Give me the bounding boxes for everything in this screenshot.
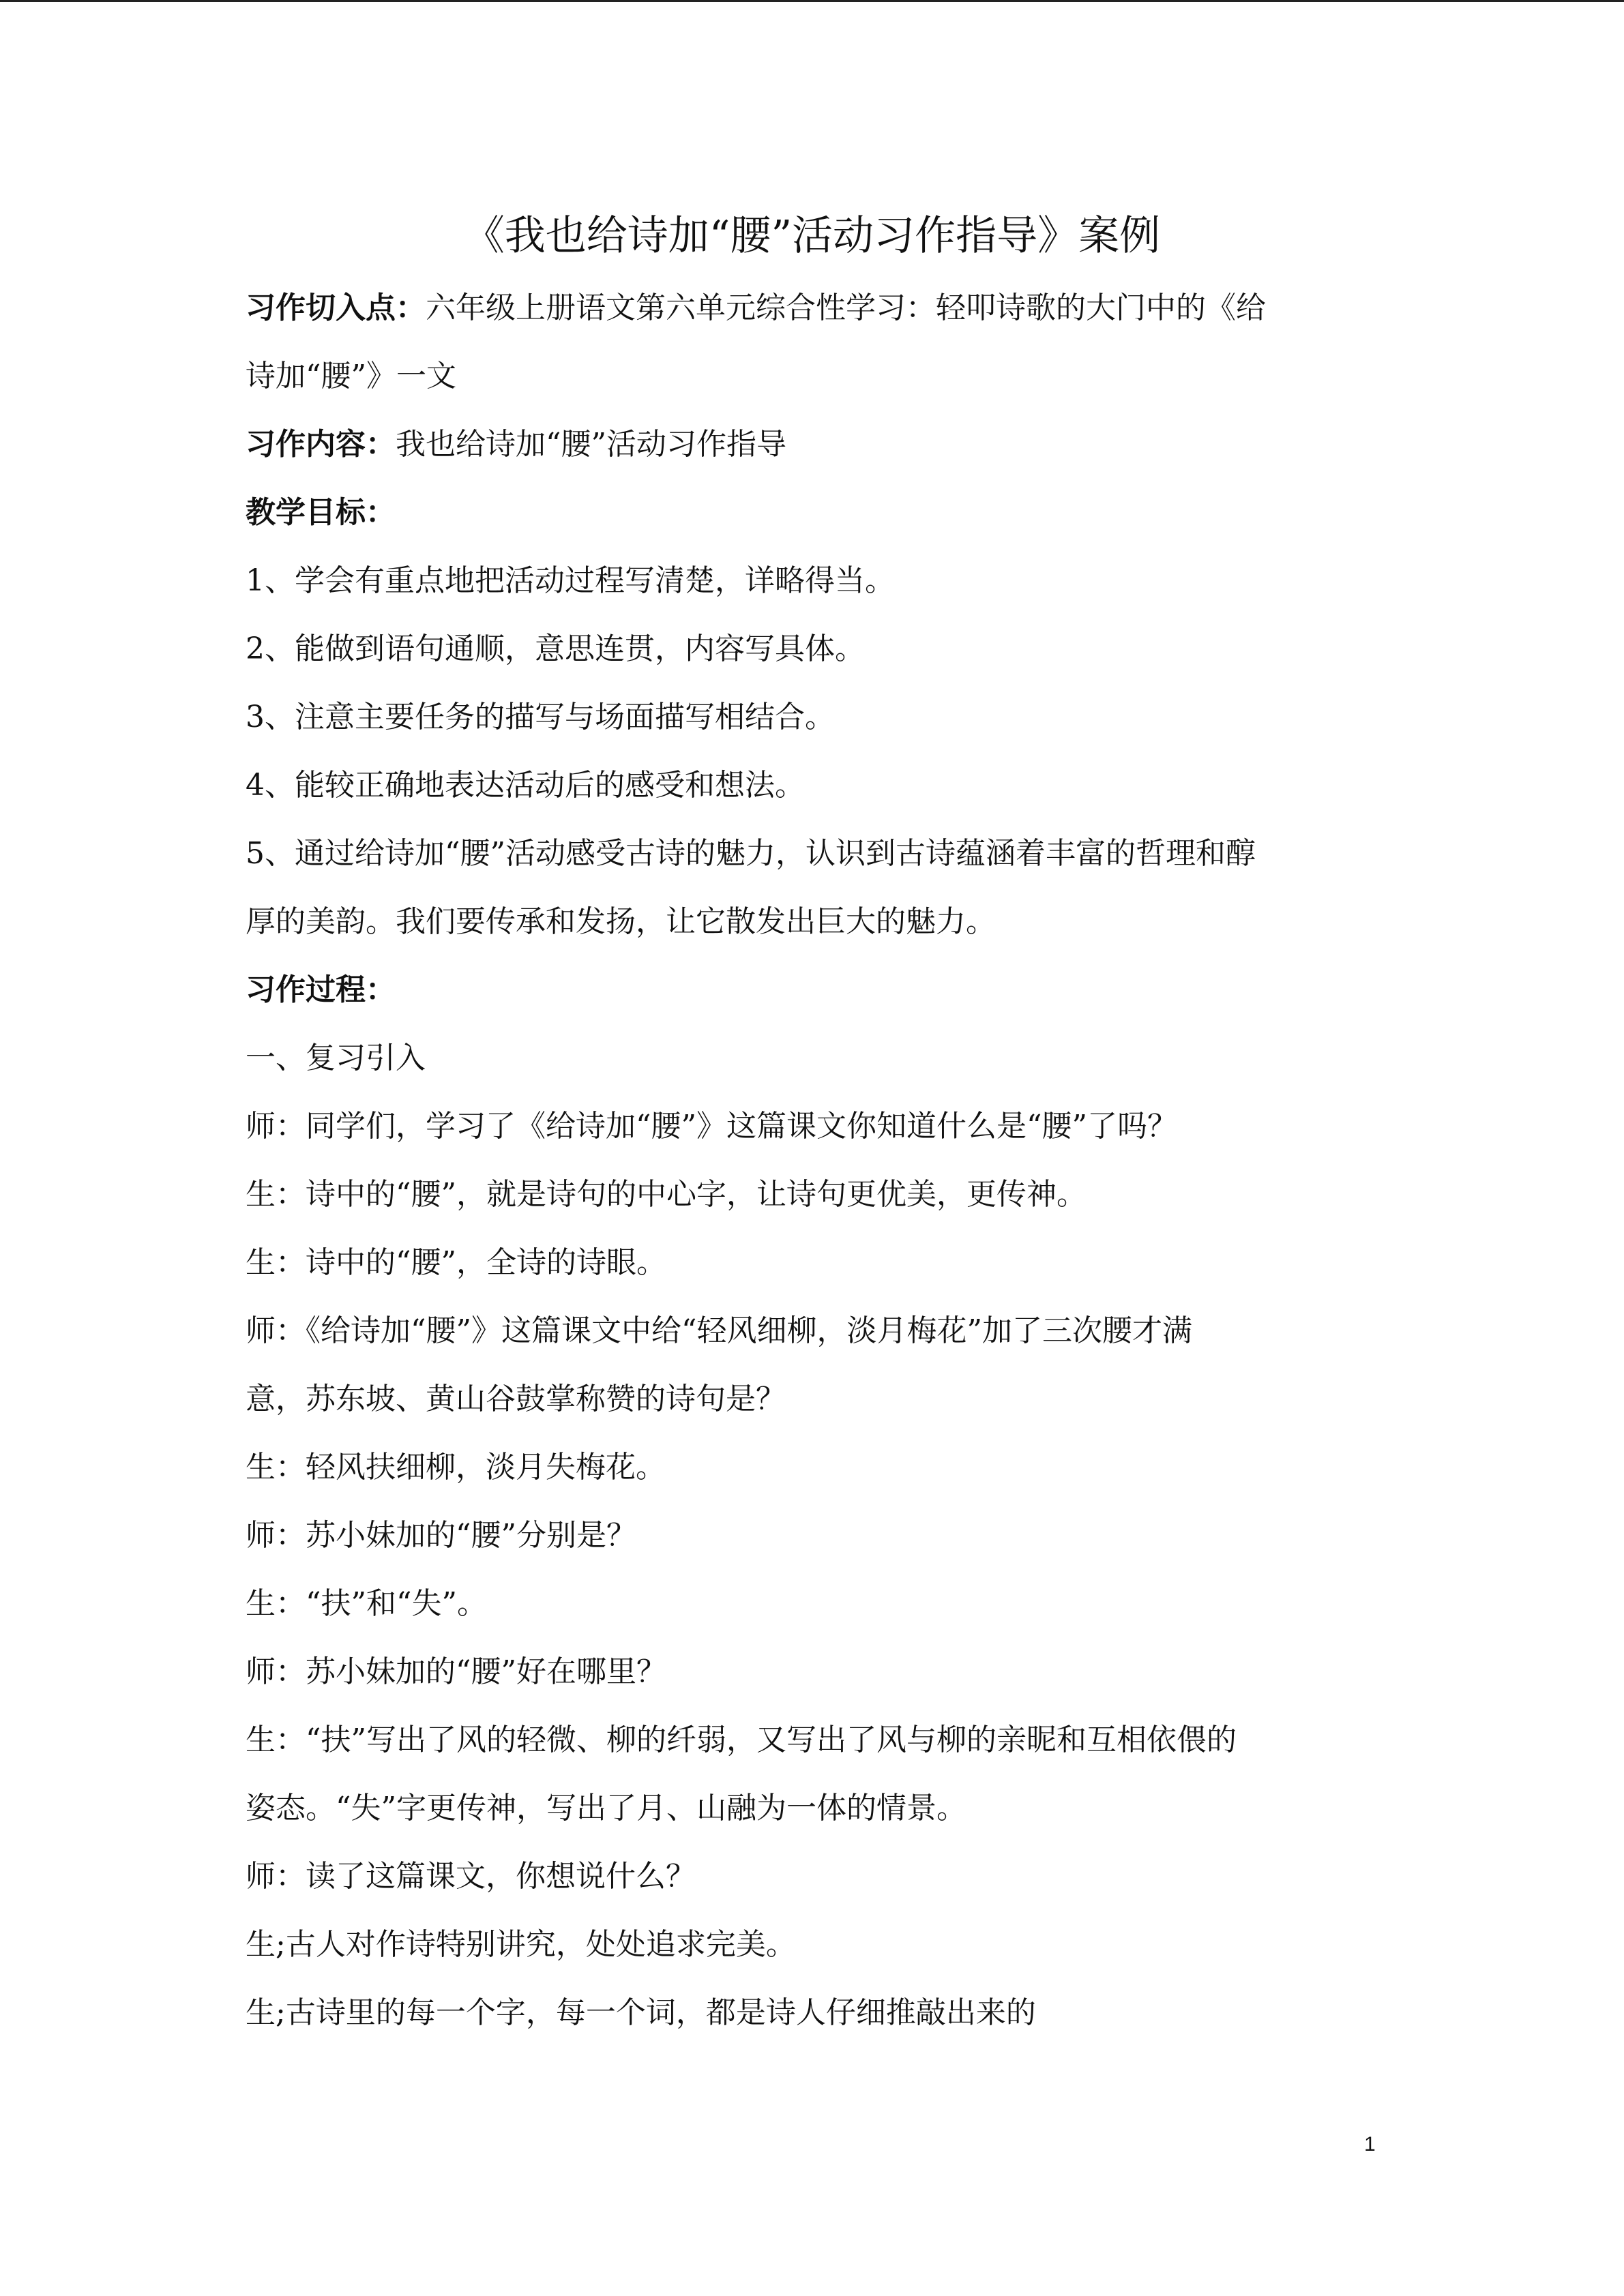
dialogue-line: 生：诗中的“腰”，全诗的诗眼。 bbox=[246, 1245, 666, 1280]
process-heading: 习作过程： bbox=[246, 972, 396, 1007]
entry-point-line-1 bbox=[246, 274, 1391, 342]
top-border-line bbox=[0, 0, 1624, 2]
dialogue-line: 师：《给诗加“腰”》这篇课文中给“轻风细柳，淡月梅花”加了三次腰才满 bbox=[246, 1313, 1192, 1348]
objective-item: 1、学会有重点地把活动过程写清楚，详略得当。 bbox=[246, 563, 895, 598]
page-number: 1 bbox=[1364, 2133, 1376, 2156]
content-label: 习作内容： bbox=[246, 427, 396, 462]
dialogue-line: 生：轻风扶细柳，淡月失梅花。 bbox=[246, 1450, 666, 1485]
objective-item: 2、能做到语句通顺，意思连贯，内容写具体。 bbox=[246, 631, 865, 666]
dialogue-line: 师：同学们，学习了《给诗加“腰”》这篇课文你知道什么是“腰”了吗？ bbox=[246, 1109, 1177, 1144]
document-body bbox=[246, 274, 1391, 2047]
dialogue-line: 生：“扶”写出了风的轻微、柳的纤弱，又写出了风与柳的亲昵和互相依偎的 bbox=[246, 1723, 1237, 1757]
dialogue-line: 意，苏东坡、黄山谷鼓掌称赞的诗句是？ bbox=[246, 1382, 786, 1416]
dialogue-line: 师：读了这篇课文，你想说什么？ bbox=[246, 1859, 696, 1894]
content-text: 我也给诗加“腰”活动习作指导 bbox=[396, 427, 786, 462]
dialogue-line: 生;古诗里的每一个字，每一个词，都是诗人仔细推敲出来的 bbox=[246, 1995, 1036, 2030]
objective-item: 3、注意主要任务的描写与场面描写相结合。 bbox=[246, 700, 835, 734]
objective-item: 厚的美韵。我们要传承和发扬，让它散发出巨大的魅力。 bbox=[246, 904, 996, 939]
section-heading-review: 一、复习引入 bbox=[246, 1041, 426, 1075]
content-line bbox=[246, 411, 1391, 479]
dialogue-line: 姿态。“失”字更传神，写出了月、山融为一体的情景。 bbox=[246, 1791, 966, 1825]
dialogue-line: 师：苏小妹加的“腰”分别是？ bbox=[246, 1518, 636, 1553]
entry-point-line-2: 诗加“腰”》一文 bbox=[246, 359, 456, 393]
entry-point-label: 习作切入点： bbox=[246, 290, 426, 325]
objective-item: 4、能较正确地表达活动后的感受和想法。 bbox=[246, 768, 805, 803]
dialogue-line: 生：诗中的“腰”，就是诗句的中心字，让诗句更优美，更传神。 bbox=[246, 1177, 1087, 1212]
dialogue-line: 师：苏小妹加的“腰”好在哪里？ bbox=[246, 1654, 666, 1689]
objective-item: 5、通过给诗加“腰”活动感受古诗的魅力，认识到古诗蕴涵着丰富的哲理和醇 bbox=[246, 836, 1256, 871]
objectives-heading: 教学目标： bbox=[246, 495, 396, 530]
dialogue-line: 生;古人对作诗特别讲究，处处追求完美。 bbox=[246, 1927, 796, 1962]
dialogue-line: 生：“扶”和“失”。 bbox=[246, 1586, 487, 1621]
entry-point-text: 六年级上册语文第六单元综合性学习：轻叩诗歌的大门中的《给 bbox=[426, 290, 1266, 325]
document-title: 《我也给诗加“腰”活动习作指导》案例 bbox=[463, 212, 1161, 260]
